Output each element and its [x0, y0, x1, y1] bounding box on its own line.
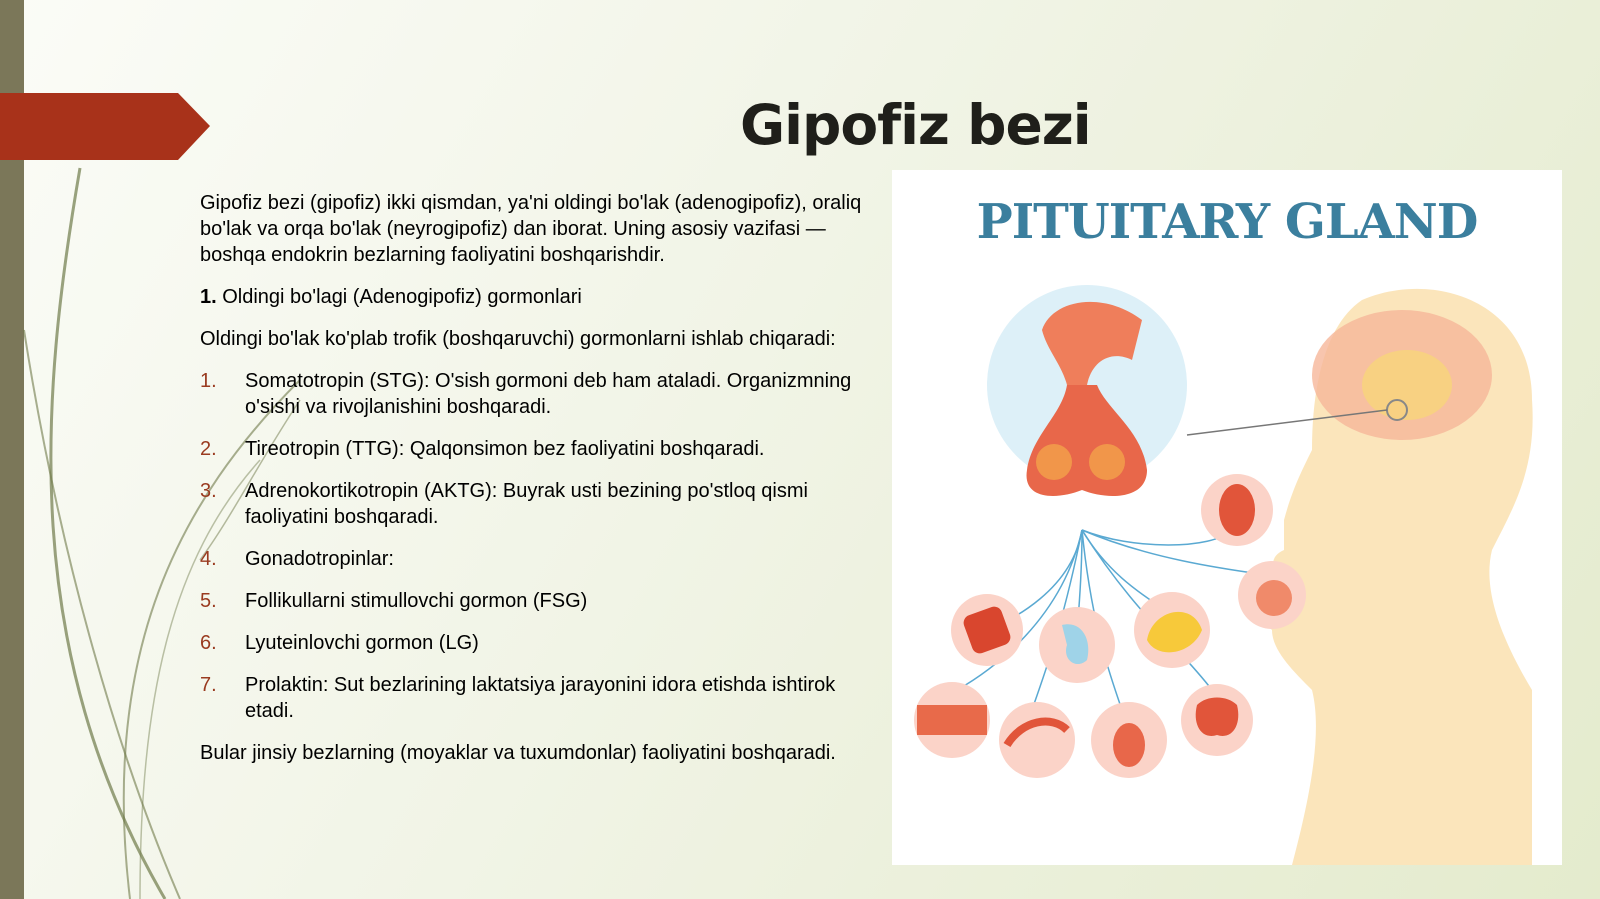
list-item-number: 6. — [200, 632, 217, 654]
list-item-number: 7. — [200, 674, 217, 696]
list-item — [200, 672, 865, 724]
list-item-text: Tireotropin (TTG): Qalqonsimon bez faoliyatini boshqaradi. — [245, 438, 765, 460]
list-item — [200, 630, 865, 656]
section-title: Oldingi bo'lagi (Adenogipofiz) gormonlari — [216, 286, 582, 308]
posterior-lobe — [1089, 444, 1125, 480]
list-item-number: 5. — [200, 590, 217, 612]
list-item — [200, 368, 865, 420]
title-accent-arrow — [0, 93, 210, 160]
slide-title: Gipofiz bezi — [740, 93, 1091, 157]
pituitary-gland-figure — [892, 170, 1562, 865]
intro-paragraph: Gipofiz bezi (gipofiz) ikki qismdan, ya'ni oldingi bo'lak (adenogipofiz), oraliq bo'lak va orqa bo'lak (neyrogipofiz) dan iborat. Uning asosiy vazifasi — boshqa endokrin bezlarning faoliyatini boshqarishdir. — [200, 192, 862, 266]
list-item-text: Prolaktin: Sut bezlarining laktatsiya jarayonini idora etishda ishtirok etadi. — [245, 674, 836, 722]
pituitary-illustration — [892, 170, 1562, 865]
anterior-lobe — [1036, 444, 1072, 480]
list-item-number: 2. — [200, 438, 217, 460]
list-item-text: Lyuteinlovchi gormon (LG) — [245, 632, 479, 654]
figure-title: PITUITARY GLAND — [976, 194, 1478, 250]
list-item — [200, 478, 865, 530]
list-item — [200, 546, 865, 572]
section-number: 1. — [200, 286, 217, 308]
closing-paragraph: Bular jinsiy bezlarning (moyaklar va tuxumdonlar) faoliyatini boshqaradi. — [200, 742, 836, 764]
list-item-text: Gonadotropinlar: — [245, 548, 394, 570]
list-item-number: 1. — [200, 370, 217, 392]
list-item-number: 3. — [200, 480, 217, 502]
section-heading — [200, 284, 865, 310]
list-item-text: Somatotropin (STG): O'sish gormoni deb ham ataladi. Organizmning o'sishi va rivojlanishini boshqaradi. — [245, 370, 852, 418]
list-item — [200, 436, 865, 462]
slide-content — [200, 190, 865, 782]
section-description: Oldingi bo'lak ko'plab trofik (boshqaruvchi) gormonlarni ishlab chiqaradi: — [200, 328, 836, 350]
list-item-text: Follikullarni stimullovchi gormon (FSG) — [245, 590, 588, 612]
hormone-list — [200, 368, 865, 724]
list-item-number: 4. — [200, 548, 217, 570]
list-item-text: Adrenokortikotropin (AKTG): Buyrak usti bezining po'stloq qismi faoliyatini boshqaradi. — [245, 480, 808, 528]
list-item — [200, 588, 865, 614]
